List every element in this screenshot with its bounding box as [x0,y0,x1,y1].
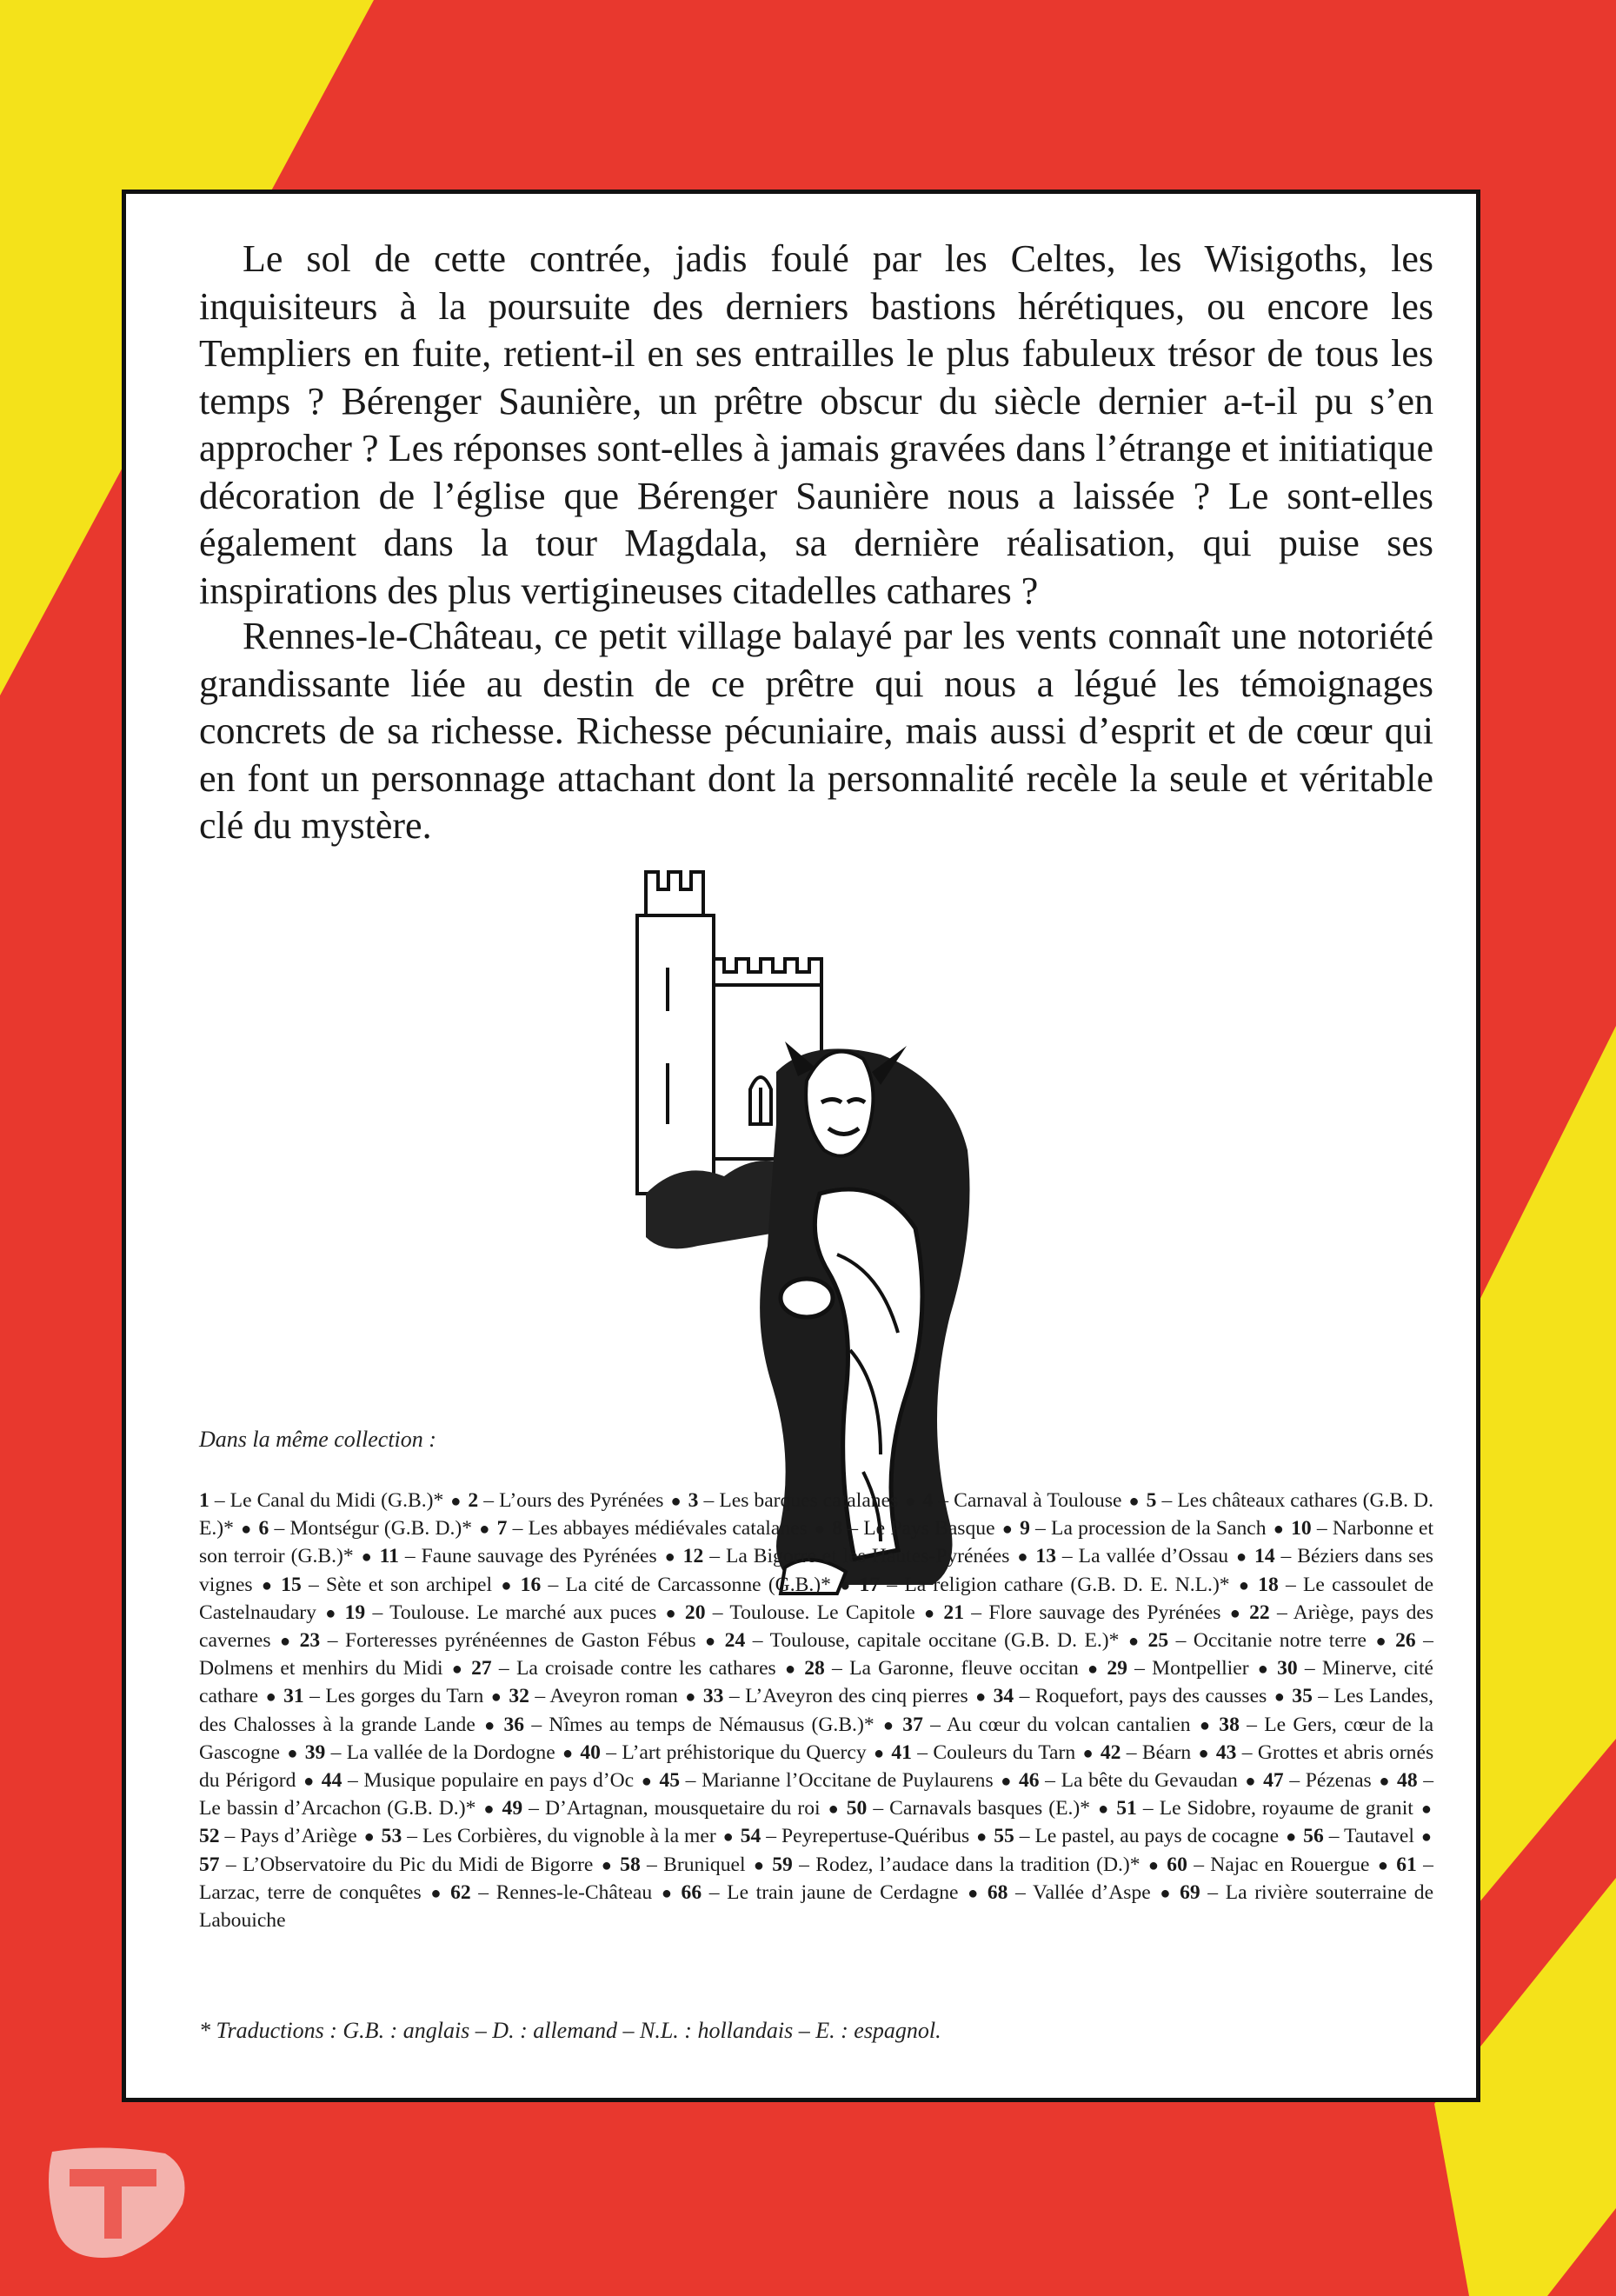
book-title: Carnaval à Toulouse [954,1489,1122,1512]
book-title: Toulouse. Le Capitole [729,1601,915,1624]
book-number: 2 [468,1489,479,1512]
book-number: 36 [503,1713,525,1736]
collection-heading: Dans la même collection : [199,1427,436,1452]
book-number: 43 [1215,1740,1237,1764]
book-number: 29 [1107,1657,1127,1680]
book-number: 56 [1303,1825,1324,1848]
collection-book-item: 33 – L’Aveyron des cinq pierres [702,1685,968,1708]
bullet-separator: ● [1273,1520,1284,1540]
book-title: D’Artagnan, mousquetaire du roi [544,1797,821,1820]
book-title: Tautavel [1344,1825,1414,1848]
intro-paragraph-2: Rennes-le-Château, ce petit village balayé par les vents connaît une notoriété grandissante liée au destin de ce prêtre qui nous a légué les témoignages concrets de sa richesse. Richesse pécuniaire, mais aussi d’esprit et de cœur qui en font un personnage attachant dont la personnalité recèle la seule et véritable clé du mystère. [199,615,1433,847]
book-number: 9 [1020,1517,1030,1541]
bullet-separator: ● [501,1575,512,1595]
collection-book-item: 25 – Occitanie notre terre [1147,1629,1367,1653]
book-title: Pézenas [1305,1769,1372,1793]
book-title: Carnavals basques (E.)* [889,1797,1091,1820]
book-title: Le Canal du Midi (G.B.)* [229,1489,444,1512]
book-title: La bête du Gevaudan [1061,1769,1238,1793]
bullet-separator: ● [1147,1855,1159,1875]
collection-book-item: 21 – Flore sauvage des Pyrénées [943,1601,1221,1624]
bullet-separator: ● [664,1547,675,1567]
bullet-separator: ● [490,1687,502,1707]
book-title: Montségur (G.B. D.)* [289,1517,473,1541]
collection-book-item: 40 – L’art préhistorique du Quercy [580,1740,867,1764]
bullet-separator: ● [968,1883,979,1903]
bullet-separator: ● [325,1603,336,1623]
book-title: Forteresses pyrénéennes de Gaston Fébus [345,1629,696,1653]
bullet-separator: ● [840,1575,851,1595]
book-number: 34 [993,1685,1014,1708]
collection-book-item: 45 – Marianne l’Occitane de Puylaurens [659,1769,994,1793]
bullet-separator: ● [484,1715,495,1735]
collection-book-item: 39 – La vallée de la Dordogne [304,1740,555,1764]
bullet-separator: ● [924,1603,935,1623]
collection-book-item: 54 – Peyrepertuse-Quéribus [740,1825,970,1848]
collection-book-item: 69 – La rivière souterraine de Labouiche [199,1880,1434,1933]
bullet-separator: ● [450,1492,462,1511]
collection-book-item: 58 – Bruniquel [620,1853,746,1876]
book-number: 26 [1395,1629,1416,1653]
bullet-separator: ● [1238,1575,1249,1595]
book-number: 40 [580,1740,601,1764]
bullet-separator: ● [1087,1660,1099,1680]
book-number: 62 [450,1880,471,1904]
book-number: 35 [1292,1685,1313,1708]
intro-paragraph-1: Le sol de cette contrée, jadis foulé par les Celtes, les Wisigoths, les inquisiteurs à la poursuite des derniers bastions hérétiques, ou encore les Templiers en fuite, retient-il en ses entrailles le plus fabuleux trésor de tous les temps ? Bérenger Saunière, un prêtre obscur du siècle dernier a-t-il pu s’en approcher ? Les réponses sont-elles à jamais gravées dans l’étrange et initiatique décoration de l’église que Bérenger Saunière nous a laissée ? Le sont-elles également dans la tour Magdala, sa dernière réalisation, qui puise ses inspirations des plus vertigineuses citadelles cathares ? [199,237,1433,612]
book-title: Rennes-le-Château [495,1880,653,1904]
book-title: Le cassoulet de Castelnaudary [199,1573,1434,1624]
collection-book-item: 15 – Sète et son archipel [281,1573,493,1596]
bullet-separator: ● [1017,1547,1028,1567]
book-title: Faune sauvage des Pyrénées [421,1545,657,1568]
bullet-separator: ● [1257,1660,1268,1680]
book-title: Musique populaire en pays d’Oc [363,1769,635,1793]
book-title: Les abbayes médiévales catalanes [528,1517,808,1541]
text-panel [122,190,1480,2102]
book-title: Les Landes, des Chalosses à la grande Lande [199,1685,1434,1736]
book-number: 55 [994,1825,1014,1848]
book-title: L’Observatoire du Pic du Midi de Bigorre [243,1853,594,1876]
book-title: Ariège, pays des cavernes [199,1601,1434,1653]
collection-book-list [199,1487,1433,1934]
book-title: La cité de Carcassonne (G.B.)* [565,1573,831,1596]
book-number: 6 [258,1517,269,1541]
bullet-separator: ● [1377,1855,1388,1875]
book-number: 61 [1396,1853,1417,1876]
collection-book-item: 62 – Rennes-le-Château [450,1880,653,1904]
book-number: 13 [1035,1545,1056,1568]
book-number: 10 [1291,1517,1312,1541]
collection-book-item: 48 – Le bassin d’Arcachon (G.B. D.)* [199,1769,1434,1820]
collection-book-item: 51 – Le Sidobre, royaume de granit [1116,1797,1413,1820]
collection-book-item: 34 – Roquefort, pays des causses [993,1685,1267,1708]
bullet-separator: ● [562,1743,574,1763]
book-title: Les châteaux cathares (G.B. D. E.)* [199,1489,1433,1541]
bullet-separator: ● [265,1687,276,1707]
collection-book-item: 59 – Rodez, l’audace dans la tradition (D.)* [772,1853,1141,1876]
collection-book-item: 30 – Minerve, cité cathare [199,1657,1434,1708]
book-number: 69 [1180,1880,1200,1904]
collection-book-item: 6 – Montségur (G.B. D.)* [258,1517,473,1541]
book-number: 8 [832,1517,843,1541]
collection-book-item: 29 – Montpellier [1107,1657,1249,1680]
bullet-separator: ● [1236,1547,1247,1567]
collection-book-item: 4 – Carnaval à Toulouse [922,1489,1122,1512]
collection-book-item: 61 – Larzac, terre de conquêtes [199,1853,1433,1904]
bullet-separator: ● [814,1520,826,1540]
book-number: 12 [682,1545,704,1568]
bullet-separator: ● [1001,1520,1013,1540]
collection-book-item: 5 – Les châteaux cathares (G.B. D. E.)* [199,1489,1433,1541]
bullet-separator: ● [665,1603,676,1623]
book-number: 28 [804,1657,825,1680]
collection-book-item: 26 – Dolmens et menhirs du Midi [199,1629,1433,1680]
book-title: Le Gers, cœur de la Gascogne [199,1713,1434,1764]
bullet-separator: ● [1098,1800,1109,1820]
collection-book-item: 10 – Narbonne et son terroir (G.B.)* [199,1517,1434,1568]
collection-book-item: 12 – La Bigorre et les Hautes-Pyrénées [682,1545,1010,1568]
book-number: 15 [281,1573,302,1596]
book-number: 48 [1397,1769,1418,1793]
book-title: L’art préhistorique du Quercy [622,1740,867,1764]
book-number: 11 [379,1545,399,1568]
book-title: Narbonne et son terroir (G.B.)* [199,1517,1434,1568]
book-number: 33 [702,1685,724,1708]
bullet-separator: ● [828,1800,839,1820]
bullet-separator: ● [1198,1743,1209,1763]
bullet-separator: ● [1245,1772,1256,1792]
book-title: Grottes et abris ornés du Périgord [199,1740,1434,1793]
bullet-separator: ● [241,1520,252,1540]
book-number: 17 [859,1573,881,1596]
collection-book-item: 3 – Les barques catalanes [688,1489,899,1512]
collection-book-item: 46 – La bête du Gevaudan [1018,1769,1238,1793]
bullet-separator: ● [882,1715,894,1735]
collection-book-item: 22 – Ariège, pays des cavernes [199,1601,1434,1653]
bullet-separator: ● [287,1743,298,1763]
collection-book-item: 68 – Vallée d’Aspe [987,1880,1151,1904]
bullet-separator: ● [976,1827,988,1847]
collection-book-item: 17 – La religion cathare (G.B. D. E. N.L.)* [859,1573,1230,1596]
bullet-separator: ● [303,1772,315,1792]
book-title: Les gorges du Tarn [325,1685,484,1708]
book-number: 59 [772,1853,793,1876]
book-title: Le train jaune de Cerdagne [727,1880,959,1904]
bullet-separator: ● [784,1660,796,1680]
book-number: 39 [304,1740,326,1764]
book-title: La Bigorre et les Hautes-Pyrénées [725,1545,1010,1568]
book-title: Au cœur du volcan cantalien [946,1713,1191,1736]
book-number: 68 [987,1880,1008,1904]
bullet-separator: ● [705,1632,716,1652]
bullet-separator: ● [685,1687,696,1707]
bullet-separator: ● [975,1687,987,1707]
collection-book-item: 14 – Béziers dans ses vignes [199,1545,1433,1596]
book-number: 14 [1254,1545,1275,1568]
bullet-separator: ● [451,1660,462,1680]
bullet-separator: ● [1229,1603,1240,1623]
collection-book-item: 27 – La croisade contre les cathares [471,1657,776,1680]
bullet-separator: ● [1379,1772,1390,1792]
book-number: 46 [1018,1769,1040,1793]
bullet-separator: ● [1420,1800,1432,1820]
book-title: Occitanie notre terre [1193,1629,1367,1653]
book-number: 45 [659,1769,681,1793]
book-title: Aveyron roman [549,1685,678,1708]
book-number: 51 [1116,1797,1137,1820]
bullet-separator: ● [1160,1883,1171,1903]
book-number: 19 [344,1601,366,1624]
bullet-separator: ● [641,1772,652,1792]
book-title: Vallée d’Aspe [1033,1880,1151,1904]
collection-book-item: 56 – Tautavel [1303,1825,1414,1848]
bullet-separator: ● [361,1547,372,1567]
book-number: 27 [471,1657,492,1680]
collection-book-item: 37 – Au cœur du volcan cantalien [902,1713,1191,1736]
bullet-separator: ● [280,1632,291,1652]
book-number: 50 [846,1797,868,1820]
bullet-separator: ● [905,1492,916,1511]
collection-book-item: 52 – Pays d’Ariège [199,1825,357,1848]
bullet-separator: ● [1274,1687,1285,1707]
collection-book-item: 41 – Couleurs du Tarn [891,1740,1076,1764]
book-title: Peyrepertuse-Quéribus [781,1825,970,1848]
book-title: La Garonne, fleuve occitan [849,1657,1079,1680]
book-title: Nîmes au temps de Némausus (G.B.)* [549,1713,875,1736]
book-number: 23 [299,1629,321,1653]
collection-book-item: 23 – Forteresses pyrénéennes de Gaston Fébus [299,1629,696,1653]
book-number: 21 [943,1601,964,1624]
book-title: Le Pays Basque [863,1517,995,1541]
bullet-separator: ● [873,1743,885,1763]
book-number: 58 [620,1853,641,1876]
bullet-separator: ● [1199,1715,1210,1735]
book-number: 66 [681,1880,702,1904]
bullet-separator: ● [722,1827,734,1847]
book-title: Rodez, l’audace dans la tradition (D.)* [815,1853,1141,1876]
book-number: 42 [1100,1740,1121,1764]
bullet-separator: ● [1375,1632,1387,1652]
collection-book-item: 11 – Faune sauvage des Pyrénées [379,1545,657,1568]
red-stamp-mark [35,2134,200,2265]
book-title: Bruniquel [663,1853,746,1876]
collection-book-item: 24 – Toulouse, capitale occitane (G.B. D. E.)* [724,1629,1120,1653]
collection-book-item: 53 – Les Corbières, du vignoble à la mer [381,1825,716,1848]
book-title: Montpellier [1152,1657,1249,1680]
collection-book-item: 35 – Les Landes, des Chalosses à la grande Lande [199,1685,1434,1736]
book-number: 20 [684,1601,706,1624]
book-title: La vallée d’Ossau [1078,1545,1229,1568]
book-number: 44 [321,1769,342,1793]
collection-book-item: 2 – L’ours des Pyrénées [468,1489,664,1512]
book-number: 24 [724,1629,746,1653]
collection-book-item: 47 – Pézenas [1263,1769,1372,1793]
collection-book-item: 18 – Le cassoulet de Castelnaudary [199,1573,1434,1624]
book-number: 31 [283,1685,304,1708]
collection-book-item: 38 – Le Gers, cœur de la Gascogne [199,1713,1434,1764]
book-number: 52 [199,1825,220,1848]
collection-book-item: 16 – La cité de Carcassonne (G.B.)* [520,1573,831,1596]
book-title: Toulouse. Le marché aux puces [389,1601,657,1624]
book-number: 32 [509,1685,529,1708]
book-number: 41 [891,1740,912,1764]
translations-note: * Traductions : G.B. : anglais – D. : allemand – N.L. : hollandais – E. : espagnol. [199,2018,941,2043]
collection-book-item: 19 – Toulouse. Le marché aux puces [344,1601,657,1624]
book-title: Dolmens et menhirs du Midi [199,1657,443,1680]
bullet-separator: ● [483,1800,495,1820]
collection-book-item: 50 – Carnavals basques (E.)* [846,1797,1091,1820]
book-title: La croisade contre les cathares [515,1657,776,1680]
book-title: Sète et son archipel [326,1573,493,1596]
book-title: Les barques catalanes [719,1489,899,1512]
book-number: 37 [902,1713,923,1736]
collection-book-item: 8 – Le Pays Basque [832,1517,995,1541]
book-title: Le bassin d’Arcachon (G.B. D.)* [199,1797,476,1820]
book-number: 38 [1219,1713,1240,1736]
book-number: 25 [1147,1629,1169,1653]
collection-book-item: 60 – Najac en Rouergue [1167,1853,1370,1876]
book-title: Béarn [1141,1740,1192,1764]
book-title: La vallée de la Dordogne [346,1740,555,1764]
book-number: 47 [1263,1769,1284,1793]
collection-book-item: 55 – Le pastel, au pays de cocagne [994,1825,1280,1848]
bullet-separator: ● [1001,1772,1012,1792]
book-number: 1 [199,1489,209,1512]
collection-book-item: 31 – Les gorges du Tarn [283,1685,484,1708]
book-title: Minerve, cité cathare [199,1657,1434,1708]
book-number: 18 [1258,1573,1279,1596]
collection-book-item: 1 – Le Canal du Midi (G.B.)* [199,1489,444,1512]
collection-book-item: 57 – L’Observatoire du Pic du Midi de Bigorre [199,1853,594,1876]
bullet-separator: ● [1286,1827,1297,1847]
bullet-separator: ● [753,1855,764,1875]
collection-book-item: 9 – La procession de la Sanch [1020,1517,1267,1541]
book-title: L’Aveyron des cinq pierres [745,1685,968,1708]
collection-book-item: 28 – La Garonne, fleuve occitan [804,1657,1079,1680]
book-title: Toulouse, capitale occitane (G.B. D. E.)* [769,1629,1120,1653]
collection-book-item: 44 – Musique populaire en pays d’Oc [321,1769,635,1793]
book-number: 53 [381,1825,402,1848]
collection-book-item: 32 – Aveyron roman [509,1685,678,1708]
bullet-separator: ● [1082,1743,1094,1763]
collection-book-item: 20 – Toulouse. Le Capitole [684,1601,915,1624]
collection-book-item: 66 – Le train jaune de Cerdagne [681,1880,959,1904]
collection-book-item: 42 – Béarn [1100,1740,1192,1764]
book-title: Larzac, terre de conquêtes [199,1880,422,1904]
book-title: Béziers dans ses vignes [199,1545,1433,1596]
bullet-separator: ● [661,1883,672,1903]
book-number: 30 [1277,1657,1298,1680]
bullet-separator: ● [670,1492,682,1511]
book-number: 4 [922,1489,934,1512]
book-title: L’ours des Pyrénées [499,1489,664,1512]
collection-book-item: 7 – Les abbayes médiévales catalanes [496,1517,808,1541]
book-number: 49 [502,1797,523,1820]
bullet-separator: ● [479,1520,490,1540]
bullet-separator: ● [261,1575,272,1595]
book-title: La religion cathare (G.B. D. E. N.L.)* [904,1573,1230,1596]
book-number: 3 [688,1489,699,1512]
book-title: Le pastel, au pays de cocagne [1034,1825,1280,1848]
book-title: Les Corbières, du vignoble à la mer [422,1825,716,1848]
book-title: Le Sidobre, royaume de granit [1159,1797,1413,1820]
bullet-separator: ● [363,1827,375,1847]
bullet-separator: ● [430,1883,442,1903]
book-title: Flore sauvage des Pyrénées [988,1601,1221,1624]
bullet-separator: ● [1127,1632,1140,1652]
book-title: Marianne l’Occitane de Puylaurens [702,1769,994,1793]
book-number: 57 [199,1853,220,1876]
book-title: Najac en Rouergue [1210,1853,1370,1876]
collection-book-item: 49 – D’Artagnan, mousquetaire du roi [502,1797,821,1820]
book-title: La rivière souterraine de Labouiche [199,1880,1434,1933]
collection-book-item: 43 – Grottes et abris ornés du Périgord [199,1740,1434,1793]
book-number: 7 [496,1517,508,1541]
book-number: 16 [520,1573,542,1596]
collection-book-item: 13 – La vallée d’Ossau [1035,1545,1229,1568]
book-number: 5 [1146,1489,1157,1512]
bullet-separator: ● [1420,1827,1432,1847]
book-title: Roquefort, pays des causses [1034,1685,1267,1708]
bullet-separator: ● [601,1855,612,1875]
book-title: La procession de la Sanch [1051,1517,1267,1541]
book-title: Couleurs du Tarn [933,1740,1076,1764]
book-number: 60 [1167,1853,1187,1876]
book-number: 54 [740,1825,761,1848]
collection-book-item: 36 – Nîmes au temps de Némausus (G.B.)* [503,1713,875,1736]
bullet-separator: ● [1128,1492,1140,1511]
book-title: Pays d’Ariège [240,1825,357,1848]
book-number: 22 [1249,1601,1270,1624]
